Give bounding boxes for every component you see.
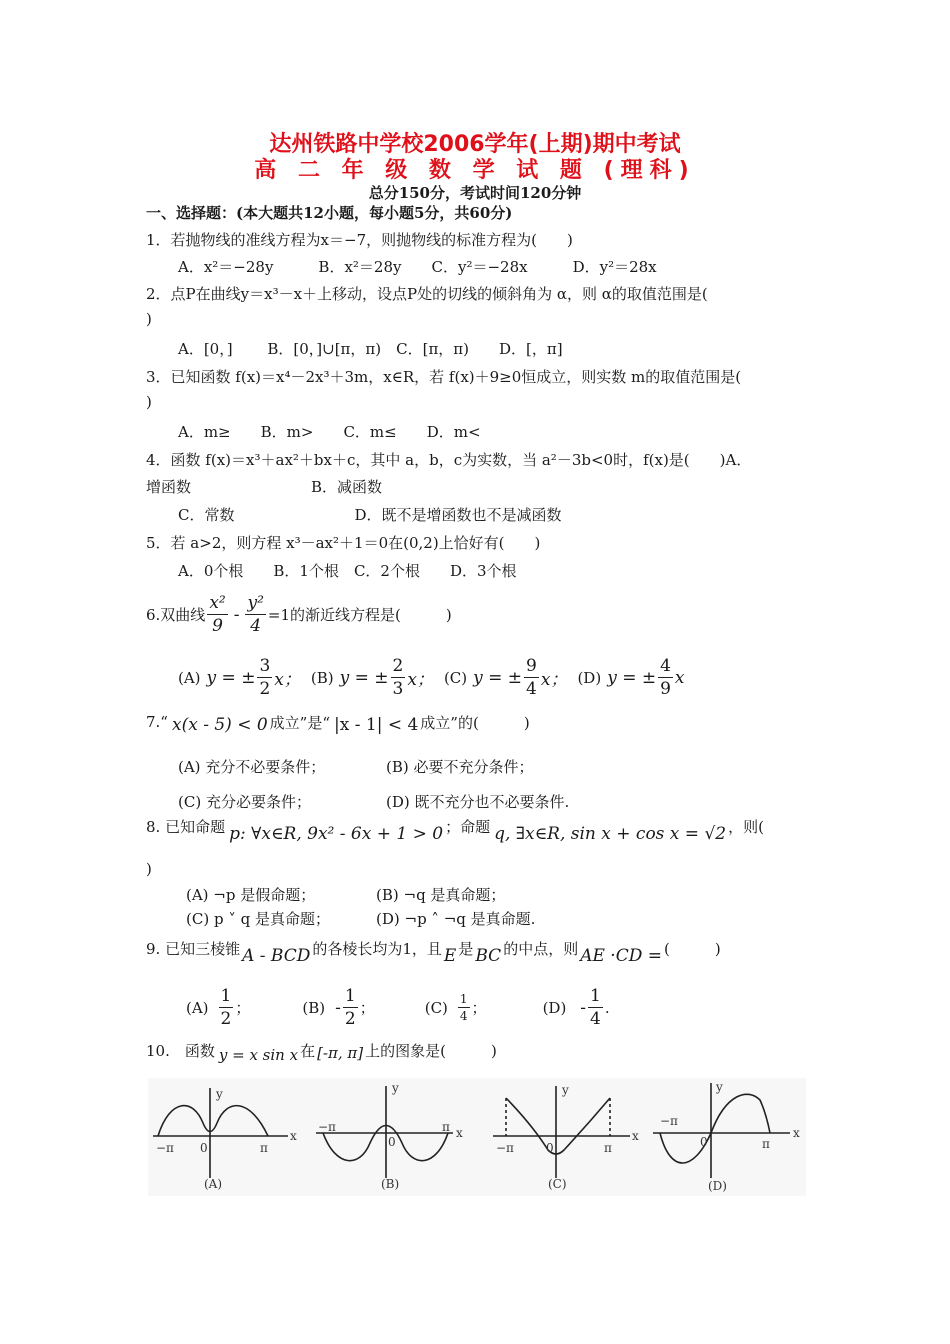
section-heading: 一、选择题：(本大题共12小题，每小题5分，共60分)	[146, 204, 513, 222]
q10-func: y = x sin x	[218, 1046, 299, 1064]
q10-graphs	[148, 1078, 806, 1196]
q9-c-num: 1	[459, 992, 468, 1006]
question-6	[146, 592, 452, 637]
q9-aecd: AE ·CD =	[580, 946, 662, 966]
graph-b-neg-pi: −π	[318, 1120, 336, 1134]
graph-b-y-label: y	[392, 1081, 399, 1095]
exam-info: 总分150分，考试时间120分钟	[368, 184, 582, 202]
graph-b-label: (B)	[381, 1177, 400, 1191]
graph-a-x-label: x	[290, 1129, 297, 1143]
q6-x-a: x；	[274, 670, 301, 690]
q9-a-num: 1	[220, 986, 232, 1006]
q9-d-num: 1	[590, 986, 601, 1006]
q10-num: 10. 函数	[146, 1042, 215, 1060]
q9-opt-a: (A)	[186, 998, 209, 1017]
q9-mid2: 是	[458, 940, 474, 958]
q9-abcd: A - BCD	[242, 946, 311, 966]
q6-minus: -	[233, 604, 240, 625]
question-4-options: C．常数 D．既不是增函数也不是减函数	[178, 506, 562, 524]
graph-a-label: (A)	[204, 1177, 223, 1191]
graph-c-pi: π	[604, 1141, 612, 1155]
q6-eq-a: y = ±	[206, 667, 256, 688]
q6-x-b: x；	[407, 670, 434, 690]
question-4: 4．函数 f(x)＝x³＋ax²＋bx＋c，其中 a，b，c为实数，当 a²－3b<0时，f(x)是( )A．	[146, 451, 752, 469]
q9-frac-c	[458, 991, 470, 1024]
q9-opt-d: (D)	[542, 998, 567, 1017]
q8-p: p: ∀x∈R, 9x² - 6x + 1 > 0	[229, 824, 444, 844]
question-3-end: )	[146, 393, 152, 411]
q6-frac-c	[524, 655, 539, 700]
q7-option-c: (C) 充分必要条件；	[178, 793, 311, 811]
q7-num: 7.“	[146, 713, 168, 731]
q6-f1-num: x²	[209, 593, 226, 613]
q9-a-den: 2	[220, 1009, 232, 1029]
q10-mid: 在	[300, 1042, 316, 1060]
q6-x-c: x；	[540, 670, 568, 690]
question-5: 5．若 a>2，则方程 x³－ax²＋1＝0在(0,2)上恰好有( )	[146, 534, 541, 552]
q6-eq-b: y = ±	[339, 667, 389, 688]
q6-frac-b	[391, 655, 406, 700]
graph-c-y-label: y	[562, 1083, 569, 1097]
question-9	[146, 938, 721, 966]
q9-opt-c: (C)	[424, 998, 448, 1017]
q7-option-b: (B) 必要不充分条件；	[386, 758, 534, 776]
graph-c-x-label: x	[632, 1129, 639, 1143]
q9-mid3: 的中点，则	[503, 940, 579, 958]
question-9-options	[186, 985, 610, 1030]
q6-fraction-y	[245, 592, 265, 637]
q9-b-num: 1	[344, 986, 356, 1006]
graph-d-label: (D)	[708, 1179, 727, 1193]
q8-option-a: (A) ¬p 是假命题；	[186, 886, 316, 904]
q6-opt-c: (C)	[443, 668, 468, 687]
q9-end: .	[604, 998, 610, 1017]
q9-c-den: 4	[459, 1009, 468, 1023]
q6-b-den: 3	[392, 679, 404, 699]
q9-sep-c: ；	[471, 999, 487, 1017]
question-8-end: )	[146, 860, 152, 878]
q8-option-d: (D) ¬p ˄ ¬q 是真命题.	[376, 910, 536, 928]
graph-c-label: (C)	[548, 1177, 567, 1191]
graph-a-pi: π	[260, 1141, 268, 1155]
q6-d-den: 9	[660, 679, 671, 699]
q6-suffix: =1的渐近线方程是( )	[267, 606, 452, 624]
q6-eq-d: y = ±	[607, 667, 657, 688]
question-5-options: A．0个根 B．1个根 C．2个根 D．3个根	[178, 562, 517, 580]
q9-sep-a: ；	[235, 999, 251, 1017]
q9-mid1: 的各棱长均为1，且	[312, 940, 442, 958]
q7-expr2: |x - 1| < 4	[334, 715, 419, 735]
q7-expr1: x(x - 5) < 0	[171, 715, 268, 735]
q6-prefix: 6.双曲线	[146, 606, 206, 624]
q9-opt-b: (B)	[302, 998, 326, 1017]
q9-sign-d: -	[580, 997, 587, 1018]
question-7	[146, 709, 530, 735]
q6-a-num: 3	[259, 656, 271, 676]
question-2: 2．点P在曲线y＝x³－x＋上移动，设点P处的切线的倾斜角为 α，则 α的取值范围是(	[146, 285, 708, 303]
q6-c-den: 4	[526, 679, 537, 699]
question-2-options: A．[0，] B．[0，]∪[π，π) C．[π，π) D．[，π]	[178, 340, 563, 358]
q6-opt-b: (B)	[310, 668, 334, 687]
graph-b-pi: π	[442, 1120, 450, 1134]
q9-num: 9. 已知三棱锥	[146, 940, 241, 958]
q6-eq-c: y = ±	[473, 667, 523, 688]
q6-opt-d: (D)	[577, 668, 602, 687]
q6-frac-a	[257, 655, 272, 700]
q9-paren: ( )	[663, 940, 721, 958]
q9-frac-d	[588, 985, 603, 1030]
graph-a-zero: 0	[200, 1141, 208, 1155]
graph-d-y-label: y	[716, 1080, 723, 1094]
graph-c-zero: 0	[546, 1141, 554, 1155]
question-3: 3．已知函数 f(x)＝x⁴－2x³＋3m，x∈R，若 f(x)＋9≥0恒成立，则实数 m的取值范围是(	[146, 368, 742, 386]
q6-a-den: 2	[259, 679, 271, 699]
q6-x-d: x	[674, 667, 685, 688]
graph-b-x-label: x	[456, 1126, 463, 1140]
q9-sep-b: ；	[359, 999, 375, 1017]
q9-sign-b: -	[335, 997, 341, 1018]
question-8	[146, 816, 764, 844]
q7-mid: 成立”是“	[269, 713, 331, 732]
q9-frac-b	[343, 985, 358, 1030]
graph-d-pi: π	[762, 1137, 770, 1151]
q6-c-num: 9	[526, 656, 537, 676]
q10-tail: 上的图象是( )	[365, 1042, 497, 1060]
q9-bc: BC	[475, 946, 502, 966]
q6-f2-num: y²	[247, 593, 264, 613]
q9-b-den: 2	[344, 1009, 356, 1029]
graph-c-neg-pi: −π	[496, 1141, 514, 1155]
q7-option-a: (A) 充分不必要条件；	[178, 758, 326, 776]
q6-f1-den: 9	[212, 616, 223, 636]
q6-opt-a: (A)	[178, 668, 201, 687]
q8-option-c: (C) p ˅ q 是真命题；	[186, 910, 330, 928]
question-6-options	[178, 655, 685, 700]
question-4-line2: 增函数 B．减函数	[146, 478, 383, 496]
q6-frac-d	[658, 655, 673, 700]
q6-f2-den: 4	[250, 616, 262, 636]
graph-a-y-label: y	[216, 1087, 223, 1101]
graph-d-x-label: x	[793, 1126, 800, 1140]
q6-b-num: 2	[392, 656, 404, 676]
graph-d-neg-pi: −π	[660, 1114, 678, 1128]
graph-b-zero: 0	[388, 1135, 396, 1149]
q10-interval: [-π, π]	[317, 1044, 364, 1062]
graph-d-zero: 0	[700, 1135, 708, 1149]
question-2-end: )	[146, 310, 152, 328]
q6-d-num: 4	[660, 656, 671, 676]
q9-e: E	[443, 946, 457, 966]
q7-tail: 成立”的( )	[420, 713, 530, 732]
q6-fraction-x	[207, 592, 227, 637]
question-1: 1．若抛物线的准线方程为x＝−7，则抛物线的标准方程为( )	[146, 231, 573, 249]
graph-a-neg-pi: −π	[156, 1141, 174, 1155]
q7-option-d: (D) 既不充分也不必要条件.	[386, 793, 570, 811]
question-1-options: A．x²＝−28y B．x²＝28y C．y²＝−28x D．y²＝28x	[178, 258, 657, 276]
q8-semi: ；命题	[445, 818, 491, 836]
q8-tail: ，则(	[728, 818, 764, 836]
question-3-options: A．m≥ B．m> C．m≤ D．m<	[178, 423, 481, 441]
q8-num: 8. 已知命题	[146, 818, 226, 836]
q9-frac-a	[219, 985, 234, 1030]
q8-q: q, ∃x∈R, sin x + cos x = √2	[494, 824, 727, 844]
exam-title: 达州铁路中学校2006学年(上期)期中考试	[269, 132, 681, 157]
question-10	[146, 1040, 497, 1064]
exam-subtitle: 高 二 年 级 数 学 试 题 (理科)	[254, 158, 696, 183]
q8-option-b: (B) ¬q 是真命题；	[376, 886, 506, 904]
q9-d-den: 4	[590, 1009, 601, 1029]
